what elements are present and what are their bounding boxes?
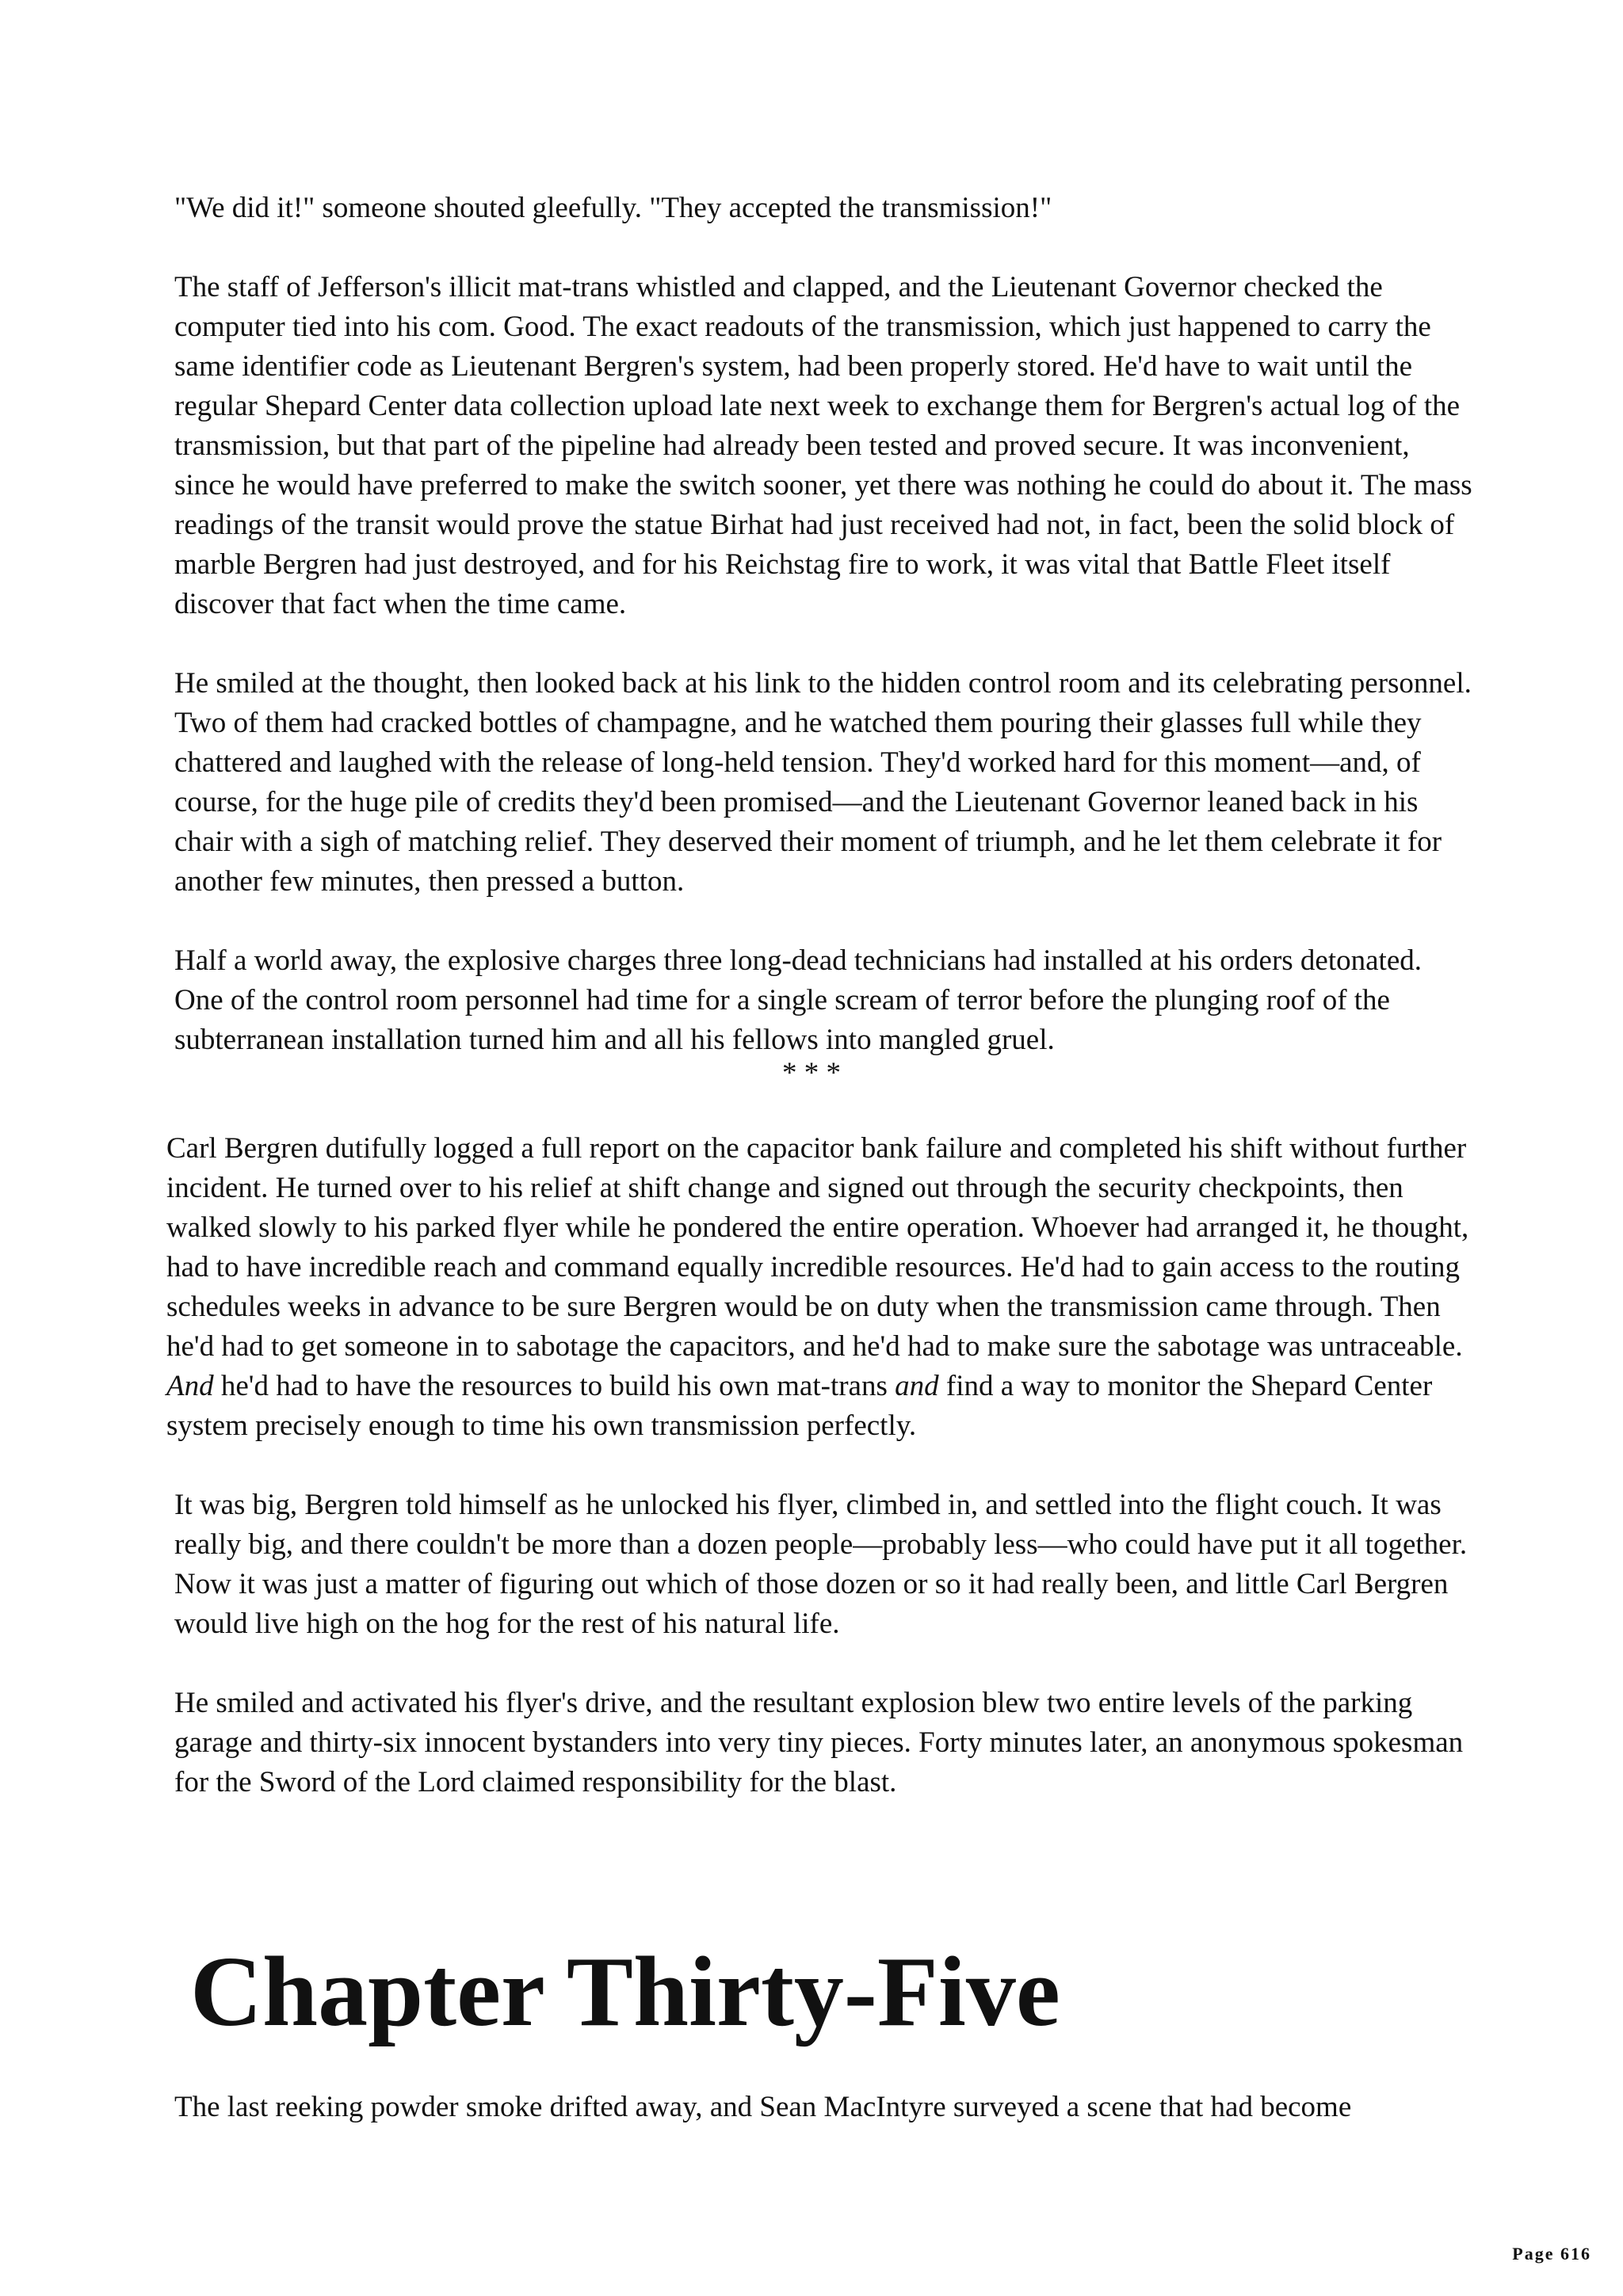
paragraph-7: He smiled and activated his flyer's drive, and the resultant explosion blew two entire levels of the parking garage and thirty-six innocent bystanders into very tiny pieces. Forty minutes later, an anonymous spokesman for the Sword of the Lord claimed responsibility for the blast. (174, 1687, 1471, 1798)
scene-break: * * * (782, 1057, 841, 1089)
paragraph-1: "We did it!" someone shouted gleefully. "They accepted the transmission!" (174, 192, 1052, 224)
paragraph-3: He smiled at the thought, then looked back at his link to the hidden control room and its celebrating personnel. Two of them had cracked bottles of champagne, and he watched them pouring their glasses full while they chattered and laughed with the release of long-held tension. They'd worked hard for this moment—and, of course, for the huge pile of credits they'd been promised—and the Lieutenant Governor leaned back in his chair with a sigh of matching relief. They deserved their moment of triumph, and he let them celebrate it for another few minutes, then pressed a button. (174, 667, 1479, 898)
paragraph-gap (166, 1446, 1474, 1486)
paragraph-6: It was big, Bergren told himself as he unlocked his flyer, climbed in, and settled into the flight couch. It was really big, and there couldn't be more than a dozen people—probably less—who could have put it all together. Now it was just a matter of figuring out which of those dozen or so it had really been, and little Carl Bergren would live high on the hog for the rest of his natural life. (174, 1489, 1475, 1640)
section-three (166, 2088, 1474, 2127)
paragraph-2: The staff of Jefferson's illicit mat-trans whistled and clapped, and the Lieutenant Governor checked the computer tied into his com. Good. The exact readouts of the transmission, which just happened to carry the same identifier code as Lieutenant Bergren's system, had been properly stored. He'd have to wait until the regular Shepard Center data collection upload late next week to exchange them for Bergren's actual log of the transmission, but that part of the pipeline had already been tested and proved secure. It was inconvenient, since he would have preferred to make the switch sooner, yet there was nothing he could do about it. The mass readings of the transit would prove the statue Birhat had just received had not, in fact, been the solid block of marble Bergren had just destroyed, and for his Reichstag fire to work, it was vital that Battle Fleet itself discover that fact when the time came. (174, 271, 1480, 620)
paragraph-5-text-1: Carl Bergren dutifully logged a full report on the capacitor bank failure and completed his shift without further incident. He turned over to his relief at shift change and signed out through the security checkpoints, then walked slowly to his parked flyer while he pondered the entire operation. Whoever had arranged it, he thought, had to have incredible reach and command equally incredible resources. He'd had to gain access to the routing schedules weeks in advance to be sure Bergren would be on duty when the transmission came through. Then he'd had to get someone in to sabotage the capacitors, and he'd had to make sure the sabotage was untraceable. (166, 1132, 1476, 1363)
paragraph-4: Half a world away, the explosive charges three long-dead technicians had installed at his orders detonated. One of the control room personnel had time for a single scream of terror before the plunging roof of the subterranean installation turned him and all his fellows into mangled gruel. (174, 944, 1430, 1056)
section-one (166, 189, 1480, 1060)
paragraph-5-text-3: find a way to monitor the Shepard Center system precisely enough to time his own transmission perfectly. (166, 1370, 1440, 1442)
paragraph-5-text-2: he'd had to have the resources to build his own mat-trans (213, 1370, 896, 1402)
paragraph-gap (166, 624, 1474, 664)
section-two (166, 1129, 1474, 1802)
paragraph-5-emphasis-1: And (166, 1370, 214, 1402)
paragraph-5-emphasis-2: and (895, 1370, 939, 1402)
page-number: Page 616 (1512, 2244, 1591, 2264)
paragraph-8: The last reeking powder smoke drifted away, and Sean MacIntyre surveyed a scene that had become (174, 2091, 1352, 2123)
paragraph-gap (166, 902, 1474, 941)
paragraph-5 (166, 1129, 1474, 1446)
paragraph-gap (166, 1644, 1474, 1684)
paragraph-gap (166, 228, 1474, 268)
chapter-title: Chapter Thirty-Five (190, 1937, 1060, 2047)
